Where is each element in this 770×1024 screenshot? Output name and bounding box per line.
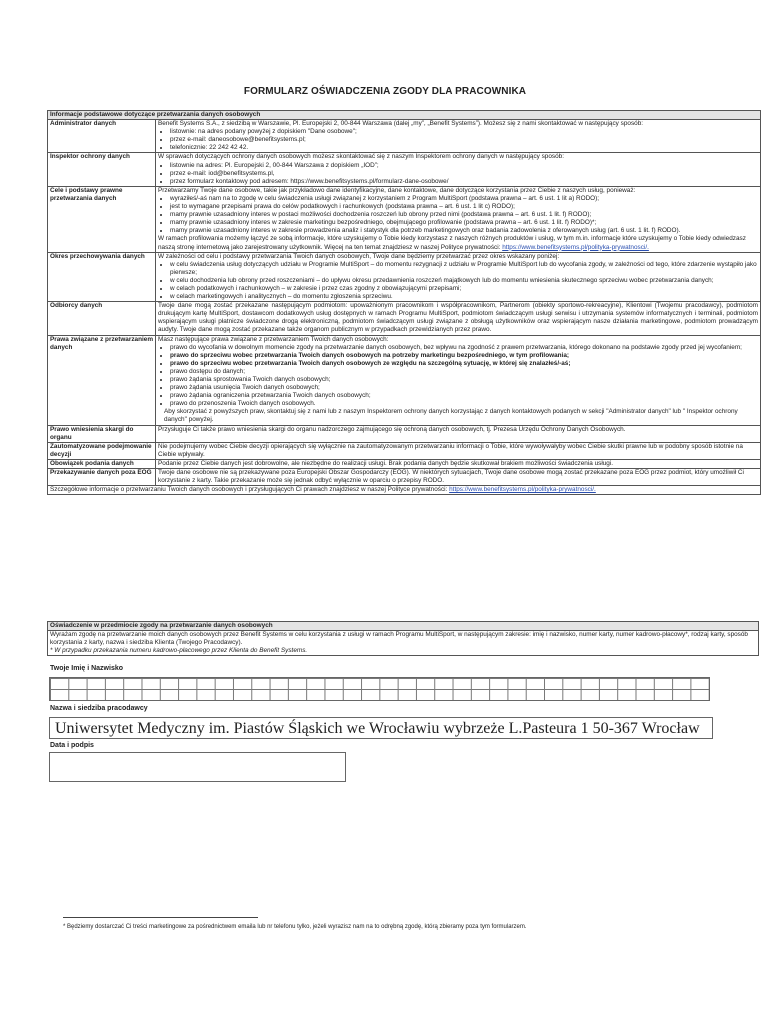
- row-label: Prawo wniesienia skargi do organu: [48, 425, 156, 442]
- admin-list: [158, 128, 758, 152]
- list-item: • wyraziłeś/-aś nam na to zgodę w celu świadczenia usługi związanej z korzystaniem z Program MultiSport (podstawa prawna – art. 6 ust. 1 lit a) RODO);: [170, 195, 758, 203]
- consent-content: [48, 631, 758, 655]
- footer-text: Szczegółowe informacje o przetwarzaniu Twoich danych osobowych i przysługujących Ci prawach znajdziesz w naszej Polityce prywatności:: [50, 486, 450, 494]
- list-item: • jest to wymagane przepisami prawa do celów podatkowych i rachunkowych (podstawa prawna – art. 6 ust. 1 lit c) RODO);: [170, 203, 758, 211]
- name-input-grid[interactable]: [49, 677, 710, 701]
- list-item: • przez e-mail: iod@benefitsystems.pl,: [170, 170, 758, 178]
- list-item: • listownie na adres: Pl. Europejski 2, 00-844 Warszawa z dopiskiem „IOD”;: [170, 162, 758, 170]
- company-label: Nazwa i siedziba pracodawcy: [50, 705, 148, 712]
- iod-list: [158, 162, 758, 186]
- row-content: [156, 335, 761, 425]
- purposes-list: [158, 195, 758, 235]
- footnote-divider: [63, 917, 258, 918]
- rights-list: [158, 344, 758, 409]
- row-content: Nie podejmujemy wobec Ciebie decyzji opierających się wyłącznie na zautomatyzowanym przetwarzaniu informacji o Tobie, które wywoływałyby wobec Ciebie skutki prawne lub w podobny sposób istotnie na Ciebie wpływały.: [156, 442, 761, 459]
- row-purposes: [48, 186, 761, 252]
- iod-intro: W sprawach dotyczących ochrony danych osobowych możesz skontaktować się z naszym Inspektorem ochrony danych w następujący sposób:: [158, 153, 564, 161]
- row-label: Okres przechowywania danych: [48, 252, 156, 302]
- list-item: • prawo do wycofania w dowolnym momencie zgody na przetwarzanie danych osobowych, bez wpływu na zgodność z prawem przetwarzania, którego dokonano na podstawie zgody przed jej wycofaniem;: [170, 344, 758, 352]
- row-label: Przekazywanie danych poza EOG: [48, 469, 156, 486]
- list-item: • prawo żądania usunięcia Twoich danych osobowych;: [170, 384, 758, 392]
- row-retention: [48, 252, 761, 302]
- row-content: [156, 153, 761, 186]
- info-table: [47, 110, 761, 495]
- consent-header: Oświadczenie w przedmiocie zgody na przetwarzanie danych osobowych: [48, 622, 758, 631]
- row-label: Inspektor ochrony danych: [48, 153, 156, 186]
- row-administrator: [48, 120, 761, 153]
- retention-intro: W zależności od celu i podstawy przetwarzania Twoich danych osobowych, Twoje dane będziemy przetwarzać przez okres wskazany poniżej:: [158, 252, 560, 260]
- row-content: Twoje dane osobowe nie są przekazywane poza Europejski Obszar Gospodarczy (EOG). W niektórych sytuacjach, Twoje dane osobowe mogą zostać przekazane poza EOG przez podmiot, który umożliwił Ci korzystanie z karty. Takie przekazanie może się jednak odbyć wyłącznie w oparciu o przepisy RODO.: [156, 469, 761, 486]
- footer-note: [48, 486, 761, 495]
- list-item: • przez formularz kontaktowy pod adresem: https://www.benefitsystems.pl/formularz-dane-osobowe/: [170, 178, 758, 186]
- row-content: Twoje dane mogą zostać przekazane następującym podmiotom: upoważnionym pracownikom i współpracownikom, Partnerom (obiekty sportowo-rekreacyjne), Klientowi (Twojemu pracodawcy), podmiotom drukującym kartę MultiSport, dostawcom dodatkowych usług dostępnych w ramach Programu MultiSport, podmiotom świadczącym usługi serwisu i utrzymania systemów informatycznych i terminali, podmiotom wspierającym usługi płatnicze świadczone drogą elektroniczną, podmiotom świadczącym usługi związane z obsługą użytkowników oraz wspierającym nasze działania marketingowe, podmiotom prowadzącym audyty. Twoje dane mogą zostać przekazane także organom publicznym w przypadkach przewidzianych przez prawo.: [156, 302, 761, 335]
- row-label: Administrator danych: [48, 120, 156, 153]
- row-content: [156, 186, 761, 252]
- row-content: [156, 252, 761, 302]
- row-label: Obowiązek podania danych: [48, 459, 156, 468]
- row-complaint: [48, 425, 761, 442]
- row-recipients: [48, 302, 761, 335]
- footnote: * Będziemy dostarczać Ci treści marketingowe za pośrednictwem emaila lub nr telefonu tylko, jeżeli wyrazisz nam na to odrębną zgodę, którą zbieramy poza tym formularzem.: [63, 924, 527, 930]
- consent-note: * W przypadku przekazania numeru kadrowo-płacowego przez Klienta do Benefit Systems.: [50, 647, 308, 655]
- row-label: Prawa związane z przetwarzaniem danych: [48, 335, 156, 425]
- list-item: • prawo dostępu do danych;: [170, 368, 758, 376]
- company-field[interactable]: Uniwersytet Medyczny im. Piastów Śląskich we Wrocławiu wybrzeże L.Pasteura 1 50-367 Wrocław: [49, 717, 713, 739]
- list-item: • prawo do sprzeciwu wobec przetwarzania Twoich danych osobowych ze względu na szczególną sytuację, w której się znalazłeś/-aś;: [170, 360, 758, 368]
- list-item: • w celach podatkowych i rachunkowych – w zakresie i przez czas zgodny z obowiązującymi przepisami;: [170, 285, 758, 293]
- row-label: Zautomatyzowane podejmowanie decyzji: [48, 442, 156, 459]
- privacy-policy-link-footer[interactable]: https://www.benefitsystems.pl/polityka-prywatnosci/.: [449, 486, 596, 494]
- date-signature-label: Data i podpis: [50, 742, 94, 749]
- list-item: • w celach marketingowych i analitycznych – do momentu zgłoszenia sprzeciwu.: [170, 293, 758, 301]
- privacy-policy-link[interactable]: https://www.benefitsystems.pl/polityka-prywatnosci/.: [502, 243, 649, 251]
- row-automated-decisions: [48, 442, 761, 459]
- name-label: Twoje Imię i Nazwisko: [50, 665, 124, 672]
- row-footer: [48, 486, 761, 495]
- consent-text: Wyrażam zgodę na przetwarzanie moich danych osobowych przez Benefit Systems w celu korzystania z usługi w ramach Programu MultiSport, w następującym zakresie: imię i nazwisko, numer karty, numer kadrowo-płacowy*, rodzaj karty, sposób korzystania z karty, nazwa i siedziba Klienta (Twojego Pracodawcy).: [50, 631, 748, 647]
- purposes-outro: [158, 235, 758, 251]
- purposes-outro-text: W ramach profilowania możemy łączyć ze sobą informacje, które uzyskujemy o Tobie kiedy korzystasz z naszych różnych produktów i usług, w tym m.in. informacje które uzyskujemy o Tobie kiedy odwiedzasz naszą stronę internetową jako zarejestrowany użytkownik. Więcej na ten temat znajdziesz w naszej Polityce prywatności:: [158, 235, 746, 251]
- list-item: • prawo żądania sprostowania Twoich danych osobowych;: [170, 376, 758, 384]
- row-content: [156, 120, 761, 153]
- list-item: • prawo do przenoszenia Twoich danych osobowych.: [170, 400, 758, 408]
- row-obligation: [48, 459, 761, 468]
- list-item: • w celu świadczenia usług dotyczących udziału w Programie MultiSport – do momentu rezygnacji z udziału w Programie MultiSport lub do wycofania zgody, w zależności od tego, które zdarzenie wystąpiło jako pierwsze;: [170, 261, 758, 277]
- row-iod: [48, 153, 761, 186]
- row-content: Podanie przez Ciebie danych jest dobrowolne, ale niezbędne do realizacji usługi. Brak podania danych będzie skutkował brakiem możliwości świadczenia usługi.: [156, 459, 761, 468]
- rights-outro: Aby skorzystać z powyższych praw, skontaktuj się z nami lub z naszym Inspektorem ochrony danych korzystając z danych kontaktowych podanych w sekcji "Administrator danych" lub " Inspektor ochrony danych" powyżej.: [164, 408, 738, 424]
- date-signature-field[interactable]: [49, 752, 346, 782]
- purposes-intro: Przetwarzamy Twoje dane osobowe, takie jak przykładowo dane identyfikacyjne, dane kontaktowe, dane dotyczące korzystania przez Ciebie z naszych usług, ponieważ:: [158, 186, 636, 194]
- list-item: • prawo do sprzeciwu wobec przetwarzania Twoich danych osobowych na potrzeby marketingu bezpośredniego, w tym profilowania;: [170, 352, 758, 360]
- list-item: • przez e-mail: daneosobowe@benefitsystems.pl;: [170, 136, 758, 144]
- list-item: • telefonicznie: 22 242 42 42.: [170, 144, 758, 152]
- admin-intro: Benefit Systems S.A., z siedzibą w Warszawie, Pl. Europejski 2, 00-844 Warszawa (dalej „my”, „Benefit Systems”). Możesz się z nami skontaktować w następujący sposób:: [158, 120, 644, 128]
- list-item: • w celu dochodzenia lub obrony przed roszczeniami – do upływu okresu przedawnienia roszczeń majątkowych lub do momentu wniesienia skutecznego sprzeciwu wobec przetwarzania danych;: [170, 277, 758, 285]
- row-rights: [48, 335, 761, 425]
- row-content: Przysługuje Ci także prawo wniesienia skargi do organu nadzorczego zajmującego się ochroną danych osobowych, tj. Prezesa Urzędu Ochrony Danych Osobowych.: [156, 425, 761, 442]
- retention-list: [158, 261, 758, 301]
- section-header: Informacje podstawowe dotyczące przetwarzania danych osobowych: [48, 111, 761, 120]
- row-label: Cele i podstawy prawne przetwarzania danych: [48, 186, 156, 252]
- list-item: • prawo żądania ograniczenia przetwarzania Twoich danych osobowych;: [170, 392, 758, 400]
- row-transfer-eog: [48, 469, 761, 486]
- page-title: FORMULARZ OŚWIADCZENIA ZGODY DLA PRACOWNIKA: [243, 86, 527, 97]
- consent-box: [47, 621, 759, 656]
- list-item: • listownie: na adres podany powyżej z dopiskiem "Dane osobowe";: [170, 128, 758, 136]
- list-item: • mamy prawnie uzasadniony interes w zakresie marketingu bezpośredniego, obejmującego profilowanie (podstawa prawna – art. 6 ust. 1 lit. f) RODO)*;: [170, 219, 758, 227]
- row-label: Odbiorcy danych: [48, 302, 156, 335]
- list-item: • mamy prawnie uzasadniony interes w postaci możliwości dochodzenia roszczeń lub obrony przed nimi (podstawa prawna – art. 6 ust. 1 lit. f) RODO);: [170, 211, 758, 219]
- rights-intro: Masz następujące prawa związane z przetwarzaniem Twoich danych osobowych:: [158, 335, 389, 343]
- list-item: • mamy prawnie uzasadniony interes w zakresie prowadzenia analiz i statystyk dla potrzeb marketingowych oraz badania zadowolenia z oferowanych usług (art. 6 ust. 1 lit. f) RODO).: [170, 227, 758, 235]
